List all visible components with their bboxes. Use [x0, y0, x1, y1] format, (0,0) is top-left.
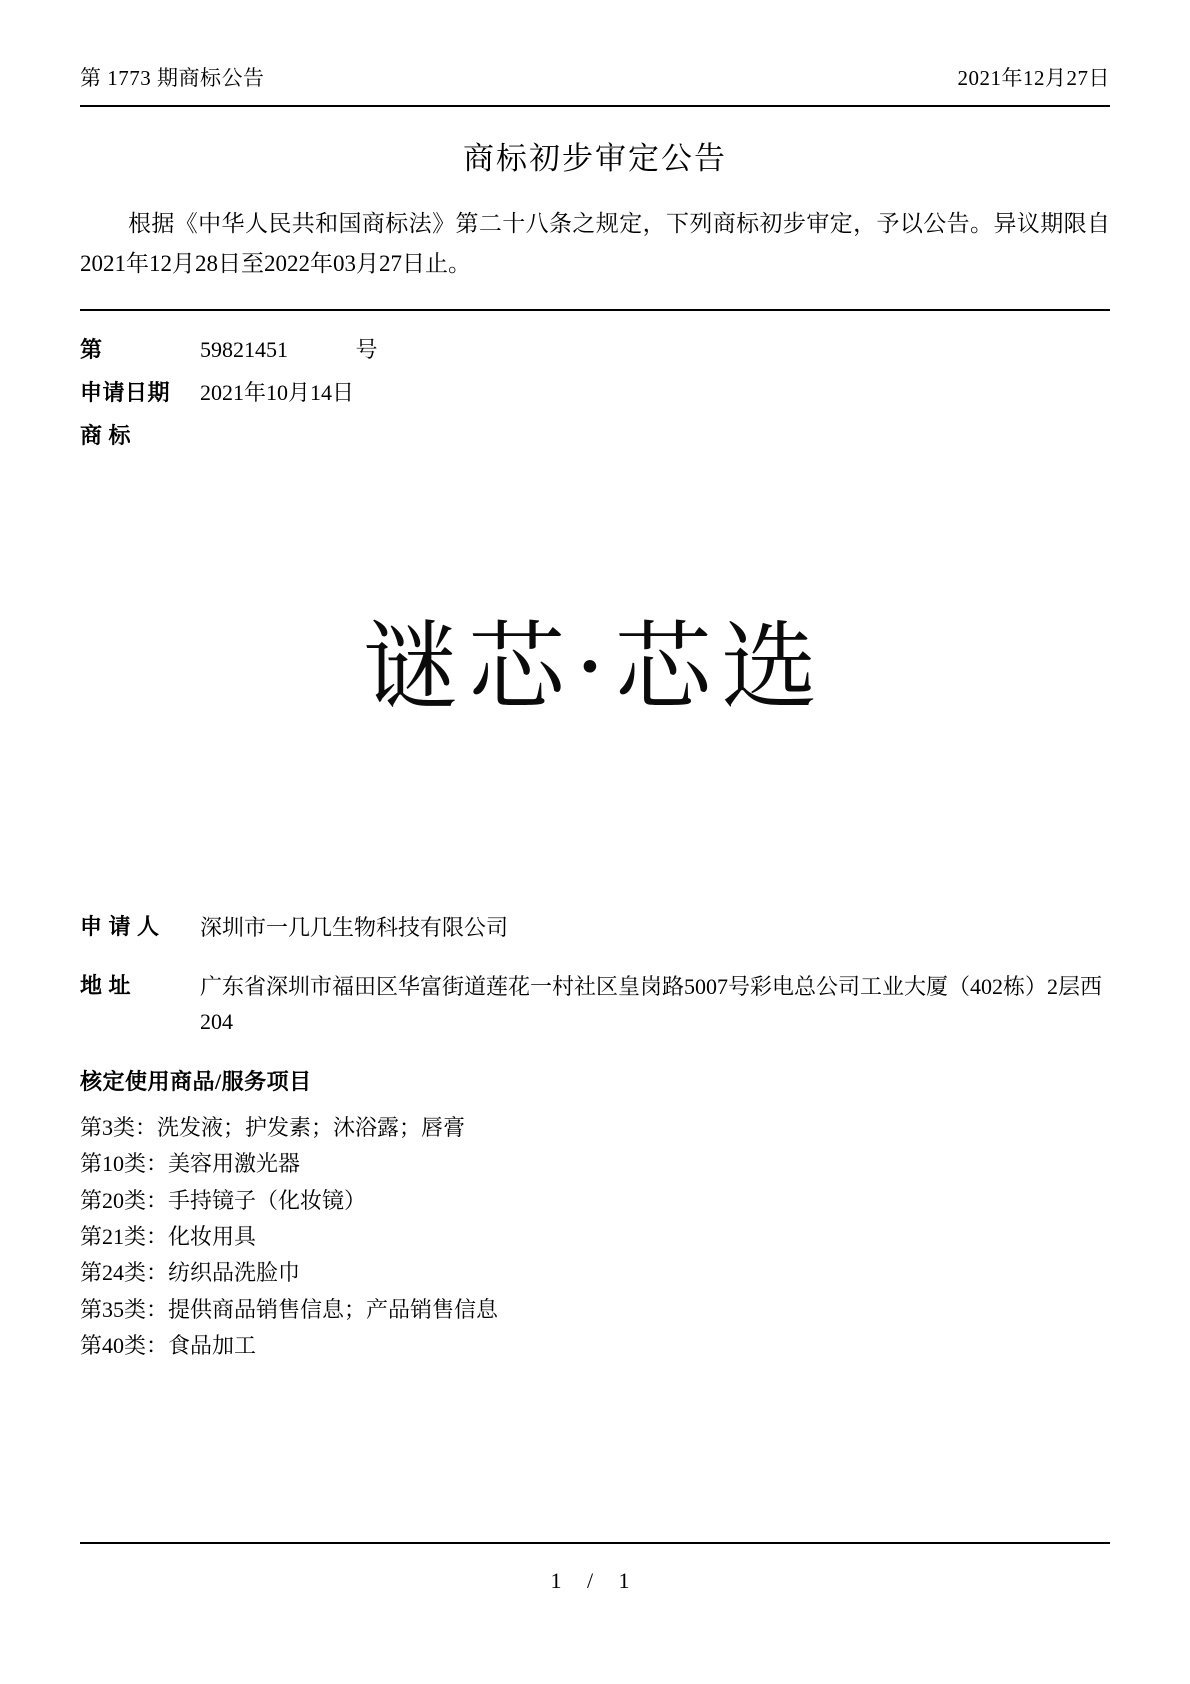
page-title: 商标初步审定公告 [463, 141, 727, 176]
intro-divider [80, 309, 1110, 311]
application-date-row [80, 376, 1110, 407]
trademark-row [80, 419, 1110, 450]
applicant-address-value: 广东省深圳市福田区华富街道莲花一村社区皇岗路5007号彩电总公司工业大厦（402栋）2层西204 [200, 973, 1103, 1034]
applicant-address-row [80, 969, 1110, 1039]
registration-number-suffix: 号 [355, 336, 378, 362]
list-item: 第3类：洗发液；护发素；沐浴露；唇膏 [80, 1115, 466, 1141]
registration-number-label: 第 [80, 336, 103, 362]
registration-number-value-group [200, 333, 1110, 364]
page-number: 1 / 1 [550, 1568, 640, 1593]
record-fields [80, 333, 1110, 450]
list-item: 第40类：食品加工 [80, 1332, 257, 1358]
list-item: 第24类：纺织品洗脸巾 [80, 1260, 301, 1286]
header-date: 2021年12月27日 [957, 66, 1110, 90]
header-issue: 第 1773 期商标公告 [80, 66, 265, 90]
trademark-image [80, 480, 1110, 840]
registration-number-value: 59821451 [200, 336, 288, 362]
applicant-block [80, 910, 1110, 1040]
footer-divider [80, 1542, 1110, 1544]
applicant-name-label: 申 请 人 [80, 913, 160, 939]
goods-section-title: 核定使用商品/服务项目 [80, 1069, 312, 1095]
trademark-label: 商 标 [80, 422, 132, 448]
header-divider [80, 105, 1110, 107]
intro-paragraph: 根据《中华人民共和国商标法》第二十八条之规定，下列商标初步审定，予以公告。异议期限自2021年12月28日至2022年03月27日止。 [80, 211, 1110, 277]
list-item: 第21类：化妆用具 [80, 1223, 257, 1249]
page-footer [80, 1542, 1110, 1594]
registration-number-row [80, 333, 1110, 364]
list-item: 第20类：手持镜子（化妆镜） [80, 1187, 367, 1213]
list-item: 第10类：美容用激光器 [80, 1151, 301, 1177]
trademark-image-text: 谜芯·芯选 [362, 611, 828, 723]
applicant-name-row [80, 910, 1110, 945]
applicant-name-value: 深圳市一几几生物科技有限公司 [200, 914, 509, 940]
applicant-address-label: 地 址 [80, 972, 132, 998]
list-item: 第35类：提供商品销售信息；产品销售信息 [80, 1296, 499, 1322]
application-date-value: 2021年10月14日 [200, 379, 355, 405]
goods-list [80, 1110, 1110, 1364]
application-date-label: 申请日期 [80, 379, 171, 405]
page-header [80, 0, 1110, 92]
